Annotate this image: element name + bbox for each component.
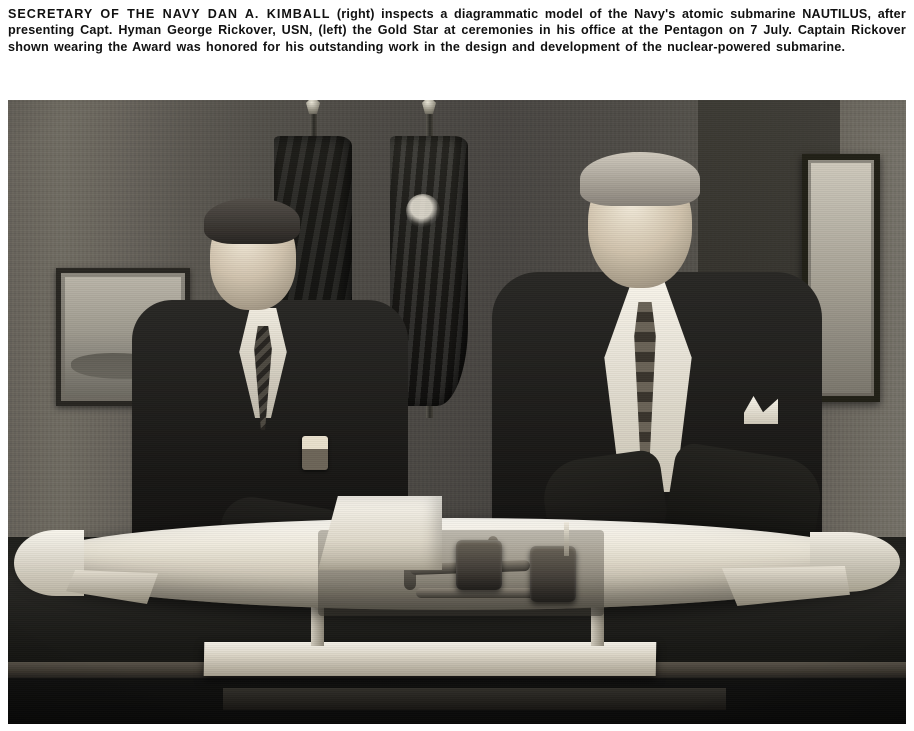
photograph-image — [8, 100, 906, 724]
submarine-bow-plane — [66, 570, 158, 604]
photograph — [8, 100, 906, 724]
model-stand-board — [204, 642, 657, 676]
caption-body: (right) inspects a diagrammatic model of the Navy's atomic submarine NAUTILUS, after presenting Capt. Hyman George Rickover, USN, (left) the Gold Star at ceremonies in his office at the Pentagon on 7 July. Captain Rickover shown wearing the Award was honored for his outstanding work in the design and development of the nuclear-powered submarine. — [8, 7, 906, 54]
kimball-hair — [580, 152, 700, 206]
photo-caption — [8, 6, 906, 55]
caption-lede: SECRETARY OF THE NAVY DAN A. KIMBALL — [8, 7, 331, 21]
gold-star-award-icon — [302, 436, 328, 470]
submarine-steam-generator — [530, 546, 576, 602]
flag-finial-right — [422, 100, 436, 114]
flag-finial-left — [306, 100, 320, 114]
submarine-reactor-vessel — [456, 540, 502, 590]
submarine-stern-plane — [722, 566, 850, 606]
rickover-hair — [204, 198, 300, 244]
submarine-model — [18, 496, 894, 616]
submarine-periscope-mast — [564, 522, 569, 556]
submarine-conning-tower — [318, 496, 442, 570]
table-front-panel — [8, 678, 906, 724]
